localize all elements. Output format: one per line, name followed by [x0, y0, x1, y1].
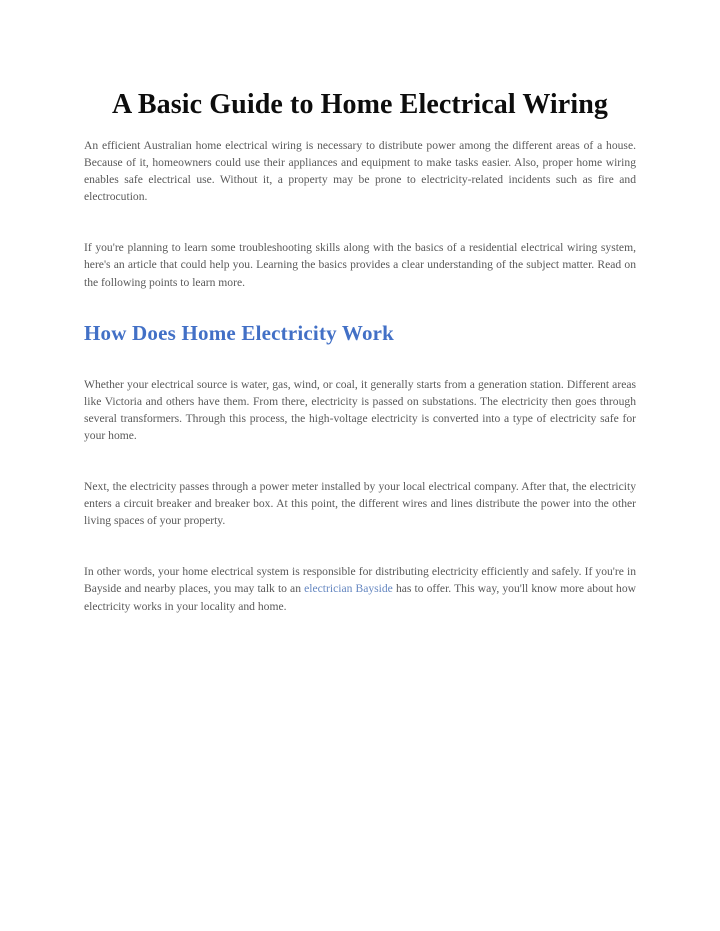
- paragraph-spacer: [84, 461, 636, 478]
- section-paragraph-2: Next, the electricity passes through a power meter installed by your local electrical company. After that, the electricity enters a circuit breaker and breaker box. At this point, the different wires and lines distribute the power into the other living spaces of your property.: [84, 480, 636, 528]
- section-paragraph-3-text-before-link: In other words, your home electrical system is responsible for distributing electricity efficiently and safely. If you're in Bayside and nearby places, you may talk to an: [84, 565, 636, 596]
- electrician-bayside-link[interactable]: electrician Bayside: [304, 582, 393, 596]
- section-heading-how-does-home-electricity-work: How Does Home Electricity Work: [84, 320, 395, 345]
- document-content: [84, 86, 636, 615]
- intro-paragraph-2: If you're planning to learn some troubleshooting skills along with the basics of a residential electrical wiring system, here's an article that could help you. Learning the basics provides a clear understanding of the subject matter. Read on the following points to learn more.: [84, 241, 636, 289]
- section-paragraph-3-text-after-link: has to offer. This way, you'll know more about how electricity works in your locality and home.: [84, 582, 636, 613]
- paragraph-spacer: [84, 546, 636, 563]
- section-paragraph-1: Whether your electrical source is water, gas, wind, or coal, it generally starts from a generation station. Different areas like Victoria and others have them. From there, electricity is passed on substations. The electricity then goes through several transformers. Through this process, the high-voltage electricity is converted into a type of electricity safe for your home.: [84, 377, 636, 442]
- page-title: A Basic Guide to Home Electrical Wiring: [112, 89, 608, 120]
- section-paragraph-3: [84, 563, 636, 614]
- intro-paragraph-1: An efficient Australian home electrical wiring is necessary to distribute power among the different areas of a house. Because of it, homeowners could use their appliances and equipment to make tasks easier. Also, proper home wiring enables safe electrical use. Without it, a property may be prone to electricity-related incidents such as fire and electrocution.: [84, 139, 636, 204]
- paragraph-spacer: [84, 222, 636, 239]
